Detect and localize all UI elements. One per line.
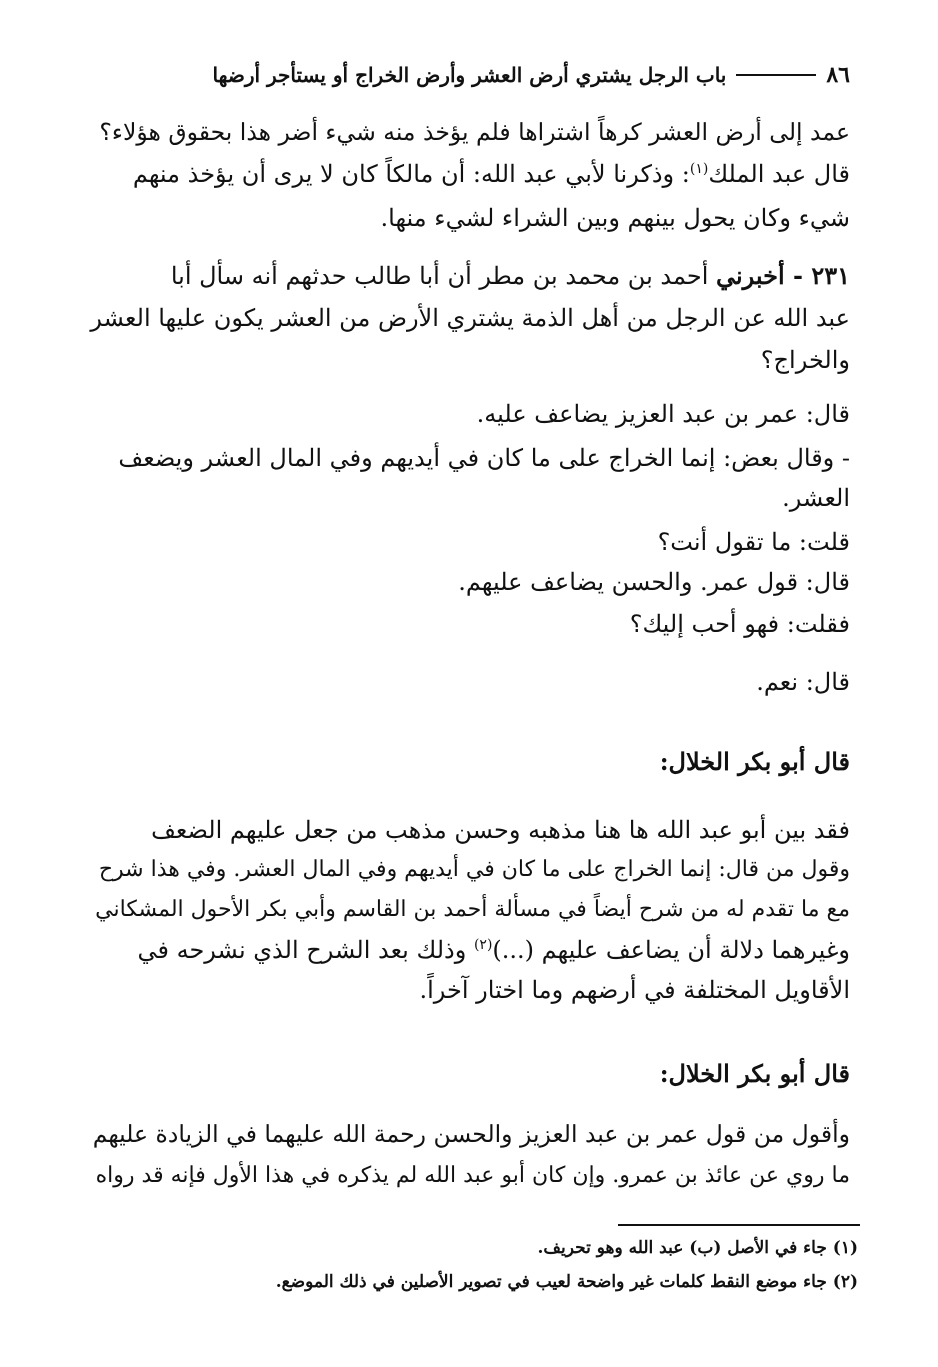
text-line [133,154,850,194]
text-line [137,930,850,970]
text-line: فقلت: فهو أحب إليك؟ [629,610,850,638]
text-line [171,256,850,296]
footnote-ref: (١) [689,161,709,177]
text-segment: وغيرهما دلالة أن يضاعف عليهم (...) [492,936,850,964]
footnote-separator [618,1224,860,1226]
text-line: - وقال بعض: إنما الخراج على ما كان في أيديهم وفي المال العشر ويضعف [118,444,850,472]
running-title: باب الرجل يشتري أرض العشر وأرض الخراج أو يستأجر أرضها [212,63,727,87]
footnote: (١) جاء في الأصل (ب) عبد الله وهو تحريف. [537,1238,858,1258]
text-line: الأقاويل المختلفة في أرضهم وما اختار آخراً. [419,976,850,1004]
text-line: والخراج؟ [760,346,850,374]
text-line: عمد إلى أرض العشر كرهاً اشتراها فلم يؤخذ منه شيء أضر هذا بحقوق هؤلاء؟ [99,118,850,146]
text-line: قال: قول عمر. والحسن يضاعف عليهم. [458,568,850,596]
text-line: قال: نعم. [756,668,850,696]
section-heading: قال أبو بكر الخلال: [659,747,850,776]
text-line: وقول من قال: إنما الخراج على ما كان في أيديهم وفي المال العشر. وفي هذا شرح [98,857,850,882]
text-line: عبد الله عن الرجل من أهل الذمة يشتري الأرض من العشر يكون عليها العشر [90,304,850,332]
footnote-ref: (٢) [473,937,493,953]
text-segment: قال عبد الملك [708,160,850,188]
text-line: العشر. [782,484,850,512]
page-header [92,58,850,92]
text-line: شيء وكان يحول بينهم وبين الشراء لشيء منها. [380,204,850,232]
text-line: قلت: ما تقول أنت؟ [657,528,850,556]
text-line: فقد بين أبو عبد الله ها هنا مذهبه وحسن مذهب من جعل عليهم الضعف [151,816,850,844]
text-line: وأقول من قول عمر بن عبد العزيز والحسن رحمة الله عليهما في الزيادة عليهم [92,1120,850,1148]
header-rule [736,74,816,76]
footnote: (٢) جاء موضع النقط كلمات غير واضحة لعيب في تصوير الأصلين في ذلك الموضع. [275,1272,858,1292]
text-line: قال: عمر بن عبد العزيز يضاعف عليه. [476,400,850,428]
text-line: ما روي عن عائذ بن عمرو. وإن كان أبو عبد الله لم يذكره في هذا الأول فإنه قد رواه [95,1163,850,1188]
page-number: ٨٦ [826,62,850,88]
text-segment: وذلك بعد الشرح الذي نشرحه في [137,936,474,964]
text-segment: : وذكرنا لأبي عبد الله: أن مالكاً كان لا يرى أن يؤخذ منهم [132,160,690,188]
text-segment: أحمد بن محمد بن مطر أن أبا طالب حدثهم أنه سأل أبا [170,262,716,290]
section-heading: قال أبو بكر الخلال: [659,1059,850,1088]
text-line: مع ما تقدم له من شرح أيضاً في مسألة أحمد بن القاسم وأبي بكر الأحول المشكاني [95,897,850,922]
hadith-number: ٢٣١ - أخبرني [715,261,850,290]
